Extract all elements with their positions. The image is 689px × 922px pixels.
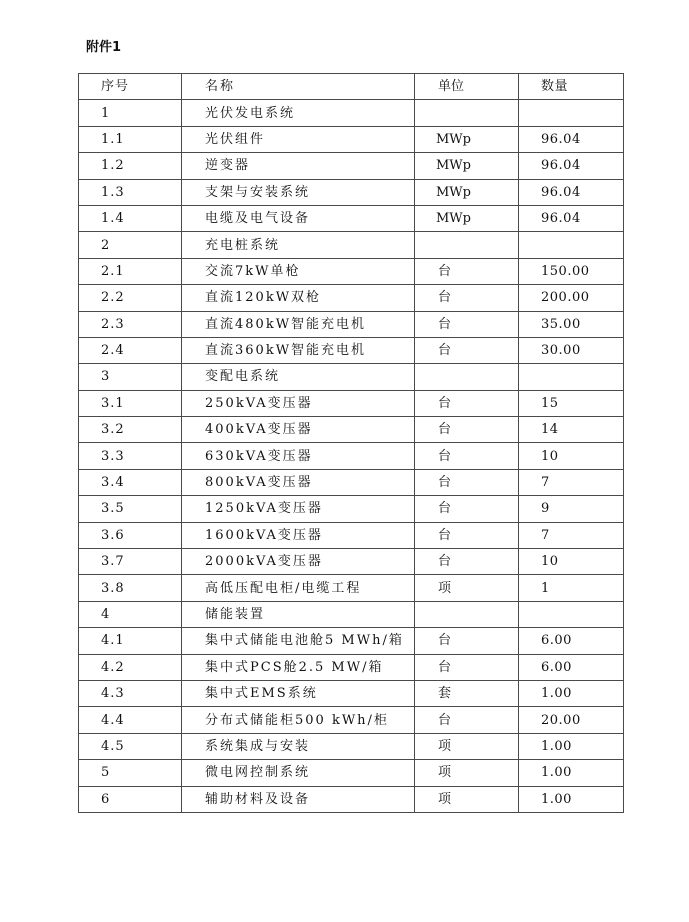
row-quantity: 1.00 — [519, 786, 624, 812]
row-quantity — [519, 232, 624, 258]
table-row — [79, 417, 624, 443]
row-name: 集中式EMS系统 — [182, 680, 415, 706]
row-name: 高低压配电柜/电缆工程 — [182, 575, 415, 601]
table-row — [79, 786, 624, 812]
row-quantity: 9 — [519, 496, 624, 522]
row-name: 变配电系统 — [182, 364, 415, 390]
row-name: 直流120kW双枪 — [182, 285, 415, 311]
row-serial: 3.4 — [79, 469, 182, 495]
row-quantity: 96.04 — [519, 205, 624, 231]
row-unit: 项 — [415, 760, 519, 786]
row-quantity: 200.00 — [519, 285, 624, 311]
row-serial: 5 — [79, 760, 182, 786]
row-serial: 4.1 — [79, 628, 182, 654]
row-serial: 1.4 — [79, 205, 182, 231]
row-quantity: 15 — [519, 390, 624, 416]
row-quantity: 7 — [519, 522, 624, 548]
row-name: 支架与安装系统 — [182, 179, 415, 205]
row-serial: 2.1 — [79, 258, 182, 284]
row-name: 光伏组件 — [182, 126, 415, 152]
table-row — [79, 496, 624, 522]
row-quantity: 96.04 — [519, 179, 624, 205]
table-row — [79, 100, 624, 126]
row-unit: 台 — [415, 337, 519, 363]
row-serial: 2 — [79, 232, 182, 258]
row-quantity: 6.00 — [519, 628, 624, 654]
row-name: 充电桩系统 — [182, 232, 415, 258]
row-unit: 台 — [415, 311, 519, 337]
table-row — [79, 549, 624, 575]
row-quantity: 150.00 — [519, 258, 624, 284]
row-serial: 3.5 — [79, 496, 182, 522]
row-quantity: 1.00 — [519, 760, 624, 786]
row-serial: 1.1 — [79, 126, 182, 152]
table-row — [79, 760, 624, 786]
row-serial: 3.3 — [79, 443, 182, 469]
row-serial: 1 — [79, 100, 182, 126]
row-quantity — [519, 364, 624, 390]
row-unit — [415, 601, 519, 627]
header-quantity: 数量 — [519, 74, 624, 100]
row-unit: MWp — [415, 205, 519, 231]
row-unit: 台 — [415, 285, 519, 311]
row-serial: 2.2 — [79, 285, 182, 311]
row-name: 直流480kW智能充电机 — [182, 311, 415, 337]
row-unit: 项 — [415, 575, 519, 601]
row-unit: 台 — [415, 390, 519, 416]
row-quantity: 10 — [519, 549, 624, 575]
equipment-table — [78, 73, 624, 813]
row-unit: 台 — [415, 549, 519, 575]
row-unit — [415, 364, 519, 390]
row-unit — [415, 232, 519, 258]
table-row — [79, 311, 624, 337]
table-row — [79, 522, 624, 548]
row-unit: 台 — [415, 707, 519, 733]
table-row — [79, 654, 624, 680]
row-name: 辅助材料及设备 — [182, 786, 415, 812]
row-serial: 3.8 — [79, 575, 182, 601]
row-unit: 台 — [415, 654, 519, 680]
table-row — [79, 126, 624, 152]
table-row — [79, 733, 624, 759]
row-name: 800kVA变压器 — [182, 469, 415, 495]
row-name: 电缆及电气设备 — [182, 205, 415, 231]
row-serial: 3.6 — [79, 522, 182, 548]
row-quantity — [519, 601, 624, 627]
row-unit: MWp — [415, 179, 519, 205]
row-unit: 项 — [415, 786, 519, 812]
row-serial: 4 — [79, 601, 182, 627]
table-row — [79, 337, 624, 363]
row-serial: 2.3 — [79, 311, 182, 337]
row-name: 集中式储能电池舱5 MWh/箱 — [182, 628, 415, 654]
row-quantity: 1.00 — [519, 680, 624, 706]
row-serial: 4.5 — [79, 733, 182, 759]
table-row — [79, 575, 624, 601]
row-serial: 4.3 — [79, 680, 182, 706]
row-quantity: 96.04 — [519, 126, 624, 152]
row-unit: 台 — [415, 258, 519, 284]
table-row — [79, 628, 624, 654]
table-row — [79, 469, 624, 495]
row-serial: 6 — [79, 786, 182, 812]
row-unit: MWp — [415, 153, 519, 179]
table-row — [79, 707, 624, 733]
row-name: 逆变器 — [182, 153, 415, 179]
row-quantity: 20.00 — [519, 707, 624, 733]
table-row — [79, 153, 624, 179]
row-unit: 台 — [415, 417, 519, 443]
row-serial: 3.2 — [79, 417, 182, 443]
row-name: 1250kVA变压器 — [182, 496, 415, 522]
row-serial: 4.4 — [79, 707, 182, 733]
row-name: 2000kVA变压器 — [182, 549, 415, 575]
row-serial: 1.3 — [79, 179, 182, 205]
row-quantity: 1 — [519, 575, 624, 601]
row-name: 1600kVA变压器 — [182, 522, 415, 548]
table-row — [79, 232, 624, 258]
row-unit: 台 — [415, 469, 519, 495]
row-serial: 3 — [79, 364, 182, 390]
row-name: 系统集成与安装 — [182, 733, 415, 759]
row-quantity: 10 — [519, 443, 624, 469]
row-name: 250kVA变压器 — [182, 390, 415, 416]
table-row — [79, 443, 624, 469]
row-unit: 台 — [415, 522, 519, 548]
header-serial: 序号 — [79, 74, 182, 100]
row-name: 储能装置 — [182, 601, 415, 627]
row-unit — [415, 100, 519, 126]
table-row — [79, 258, 624, 284]
row-name: 分布式储能柜500 kWh/柜 — [182, 707, 415, 733]
header-unit: 单位 — [415, 74, 519, 100]
row-serial: 3.7 — [79, 549, 182, 575]
row-unit: MWp — [415, 126, 519, 152]
table-row — [79, 285, 624, 311]
row-name: 微电网控制系统 — [182, 760, 415, 786]
row-unit: 台 — [415, 628, 519, 654]
table-row — [79, 680, 624, 706]
row-quantity: 6.00 — [519, 654, 624, 680]
row-name: 光伏发电系统 — [182, 100, 415, 126]
row-serial: 2.4 — [79, 337, 182, 363]
table-row — [79, 364, 624, 390]
table-row — [79, 179, 624, 205]
row-name: 交流7kW单枪 — [182, 258, 415, 284]
row-serial: 3.1 — [79, 390, 182, 416]
table-row — [79, 205, 624, 231]
row-serial: 4.2 — [79, 654, 182, 680]
row-name: 400kVA变压器 — [182, 417, 415, 443]
table-row — [79, 390, 624, 416]
row-quantity — [519, 100, 624, 126]
attachment-label: 附件1 — [86, 40, 122, 55]
row-name: 630kVA变压器 — [182, 443, 415, 469]
row-unit: 项 — [415, 733, 519, 759]
row-unit: 台 — [415, 496, 519, 522]
row-quantity: 14 — [519, 417, 624, 443]
table-header-row — [79, 74, 624, 100]
row-quantity: 35.00 — [519, 311, 624, 337]
row-quantity: 1.00 — [519, 733, 624, 759]
row-unit: 台 — [415, 443, 519, 469]
row-quantity: 96.04 — [519, 153, 624, 179]
header-name: 名称 — [182, 74, 415, 100]
table-row — [79, 601, 624, 627]
row-name: 直流360kW智能充电机 — [182, 337, 415, 363]
row-serial: 1.2 — [79, 153, 182, 179]
row-quantity: 30.00 — [519, 337, 624, 363]
row-quantity: 7 — [519, 469, 624, 495]
row-unit: 套 — [415, 680, 519, 706]
row-name: 集中式PCS舱2.5 MW/箱 — [182, 654, 415, 680]
